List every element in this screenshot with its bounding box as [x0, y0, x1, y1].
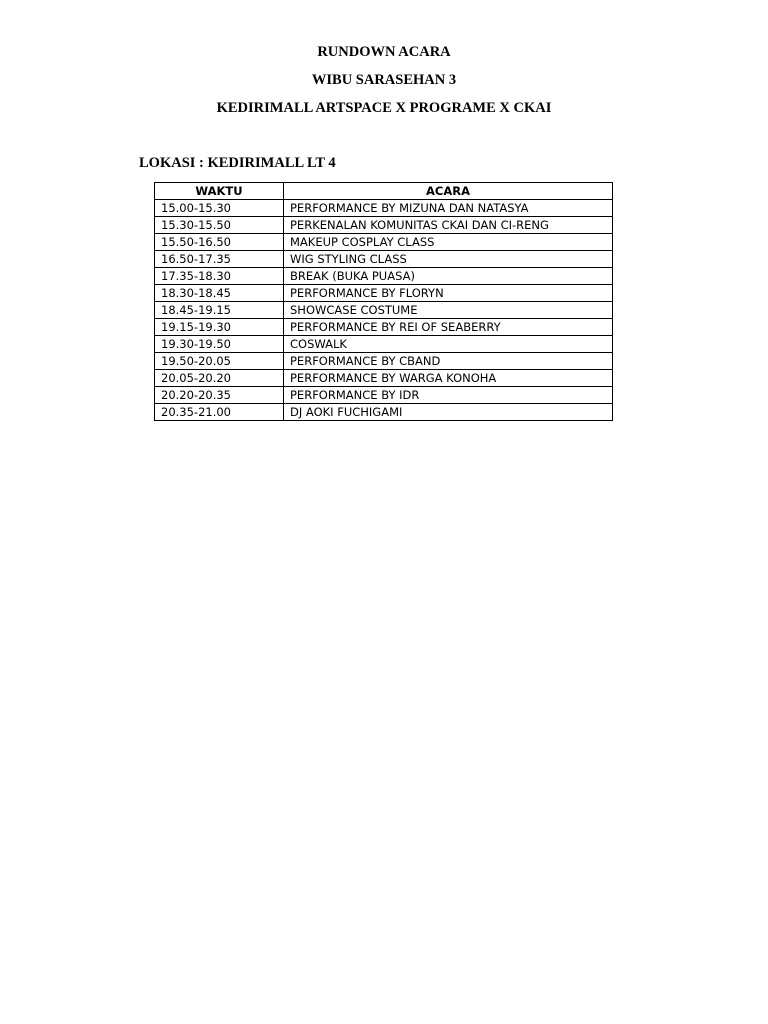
time-cell: 20.05-20.20: [155, 370, 284, 387]
table-header-row: [155, 183, 613, 200]
rundown-table: [154, 182, 613, 421]
event-cell: COSWALK: [284, 336, 613, 353]
table-row: [155, 200, 613, 217]
time-cell: 15.50-16.50: [155, 234, 284, 251]
event-cell: PERFORMANCE BY FLORYN: [284, 285, 613, 302]
time-cell: 19.15-19.30: [155, 319, 284, 336]
event-name: WIBU SARASEHAN 3: [311, 72, 457, 88]
time-cell: 19.50-20.05: [155, 353, 284, 370]
time-cell: 20.20-20.35: [155, 387, 284, 404]
table-row: [155, 336, 613, 353]
table-row: [155, 353, 613, 370]
event-cell: PERFORMANCE BY MIZUNA DAN NATASYA: [284, 200, 613, 217]
event-cell: PERKENALAN KOMUNITAS CKAI DAN CI-RENG: [284, 217, 613, 234]
table-row: [155, 404, 613, 421]
time-cell: 18.45-19.15: [155, 302, 284, 319]
event-cell: PERFORMANCE BY REI OF SEABERRY: [284, 319, 613, 336]
time-cell: 19.30-19.50: [155, 336, 284, 353]
event-cell: BREAK (BUKA PUASA): [284, 268, 613, 285]
event-cell: PERFORMANCE BY IDR: [284, 387, 613, 404]
table-row: [155, 234, 613, 251]
table-row: [155, 268, 613, 285]
event-cell: DJ AOKI FUCHIGAMI: [284, 404, 613, 421]
event-cell: PERFORMANCE BY WARGA KONOHA: [284, 370, 613, 387]
event-cell: WIG STYLING CLASS: [284, 251, 613, 268]
table-row: [155, 251, 613, 268]
organizers-line: KEDIRIMALL ARTSPACE X PROGRAME X CKAI: [216, 100, 552, 116]
column-header-event: ACARA: [284, 183, 613, 200]
time-cell: 17.35-18.30: [155, 268, 284, 285]
time-cell: 15.00-15.30: [155, 200, 284, 217]
table-row: [155, 285, 613, 302]
event-cell: PERFORMANCE BY CBAND: [284, 353, 613, 370]
event-cell: SHOWCASE COSTUME: [284, 302, 613, 319]
time-cell: 15.30-15.50: [155, 217, 284, 234]
time-cell: 18.30-18.45: [155, 285, 284, 302]
table-row: [155, 370, 613, 387]
column-header-time: WAKTU: [155, 183, 284, 200]
table-row: [155, 319, 613, 336]
location-label: LOKASI : KEDIRIMALL LT 4: [139, 155, 336, 171]
document-title: RUNDOWN ACARA: [317, 44, 451, 60]
table-row: [155, 387, 613, 404]
table-row: [155, 217, 613, 234]
time-cell: 16.50-17.35: [155, 251, 284, 268]
table-row: [155, 302, 613, 319]
event-cell: MAKEUP COSPLAY CLASS: [284, 234, 613, 251]
time-cell: 20.35-21.00: [155, 404, 284, 421]
